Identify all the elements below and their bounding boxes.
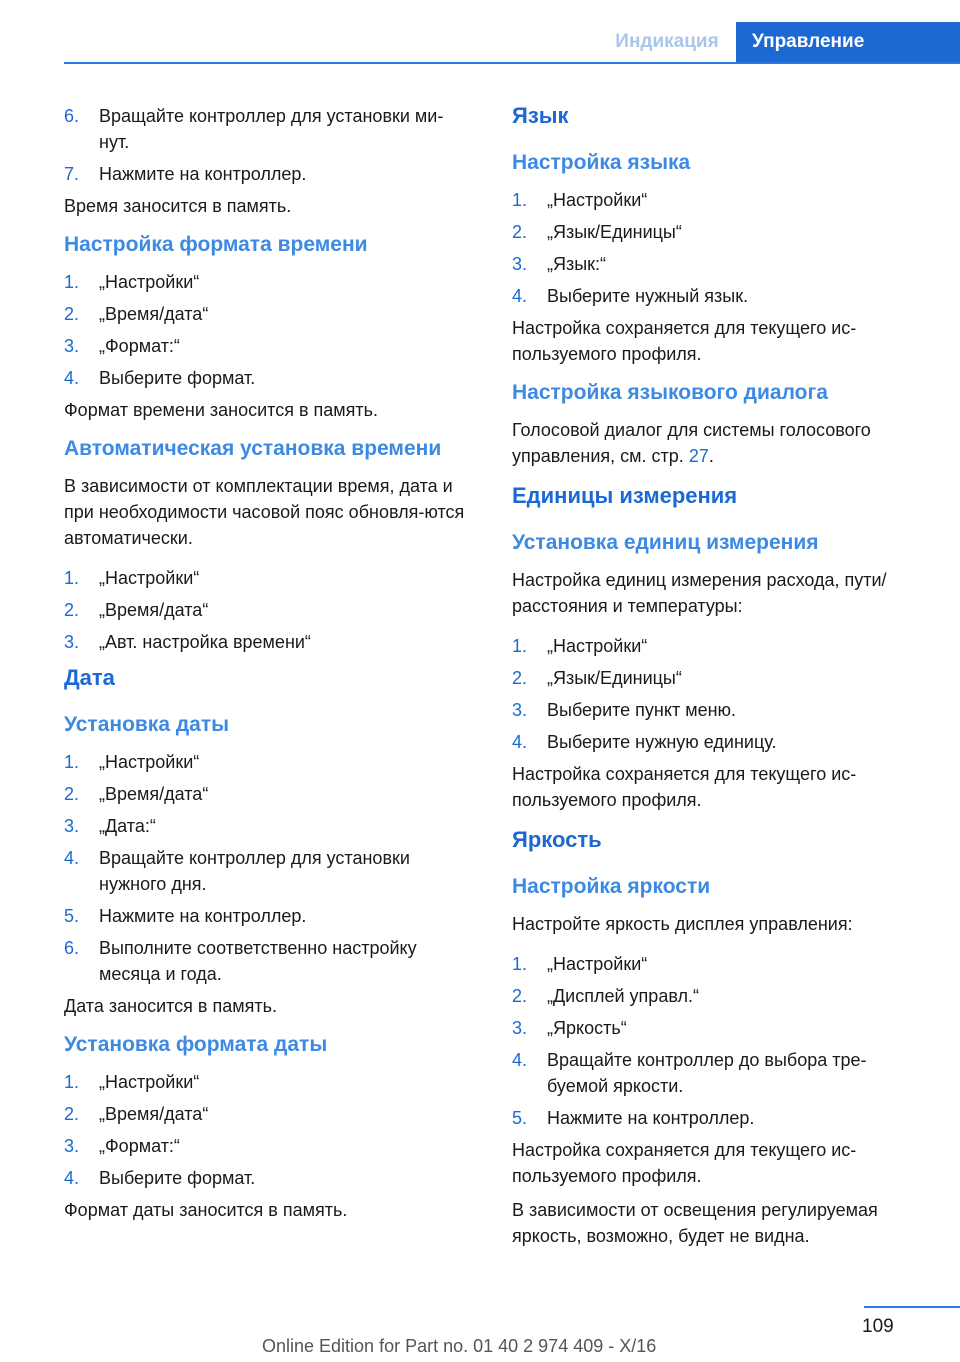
list-number: 5. xyxy=(64,906,80,926)
list-item xyxy=(512,219,922,245)
list-number: 2. xyxy=(64,304,80,324)
list-number: 4. xyxy=(512,732,528,752)
list-text: „Дата:“ xyxy=(99,816,156,836)
list-item xyxy=(64,565,468,591)
steps-list xyxy=(512,951,922,1131)
list-text: „Авт. настройка времени“ xyxy=(99,632,311,652)
list-number: 2. xyxy=(512,986,528,1006)
list-text: „Время/дата“ xyxy=(99,304,209,324)
list-text: Вращайте контроллер для установки ми-нут. xyxy=(99,106,444,152)
list-number: 4. xyxy=(64,1168,80,1188)
list-text: „Время/дата“ xyxy=(99,1104,209,1124)
section-heading: Установка формата даты xyxy=(64,1033,328,1056)
list-text: „Настройки“ xyxy=(547,636,648,656)
list-number: 4. xyxy=(64,368,80,388)
header-rule xyxy=(64,62,960,64)
list-item xyxy=(64,301,468,327)
list-text: „Формат:“ xyxy=(99,336,180,356)
note-text: Время заносится в память. xyxy=(64,196,292,216)
chapter-heading: Единицы измерения xyxy=(512,483,738,508)
list-text: Выберите нужный язык. xyxy=(547,286,749,306)
list-number: 1. xyxy=(512,636,528,656)
list-number: 3. xyxy=(64,336,80,356)
list-text: Нажмите на контроллер. xyxy=(547,1108,755,1128)
description-text xyxy=(512,417,922,469)
list-number: 1. xyxy=(64,568,80,588)
section-heading: Настройка формата времени xyxy=(64,233,368,256)
list-item xyxy=(64,1069,468,1095)
list-number: 3. xyxy=(64,1136,80,1156)
left-column xyxy=(64,103,468,1237)
page-reference-link[interactable]: 27 xyxy=(688,446,709,466)
description-text-end: . xyxy=(708,446,714,466)
description-text: Настройка единиц измерения расхода, пути/расстояния и температуры: xyxy=(512,570,887,616)
list-item xyxy=(64,845,468,897)
list-number: 6. xyxy=(64,938,80,958)
description-text: В зависимости от комплектации время, дата и при необходимости часовой пояс обновля-ются автоматически. xyxy=(64,476,465,548)
list-item xyxy=(64,597,468,623)
list-number: 5. xyxy=(512,1108,528,1128)
list-item xyxy=(64,333,468,359)
list-item xyxy=(512,983,922,1009)
list-number: 1. xyxy=(512,190,528,210)
section-heading: Установка единиц измерения xyxy=(512,531,819,554)
footer-rule xyxy=(864,1306,960,1308)
list-item xyxy=(512,251,922,277)
note-text: В зависимости от освещения регулируемая яркость, возможно, будет не видна. xyxy=(512,1200,878,1246)
list-number: 2. xyxy=(512,668,528,688)
section-heading: Автоматическая установка времени xyxy=(64,437,442,460)
steps-list xyxy=(512,633,922,755)
section-heading: Установка даты xyxy=(64,713,230,736)
list-item xyxy=(64,1165,468,1191)
list-text: „Настройки“ xyxy=(547,954,648,974)
list-number: 3. xyxy=(512,1018,528,1038)
list-text: Выполните соответственно настройку месяца и года. xyxy=(99,938,417,984)
list-item xyxy=(64,781,468,807)
tab-indication[interactable]: Индикация xyxy=(615,31,719,52)
list-number: 1. xyxy=(64,272,80,292)
list-number: 6. xyxy=(64,106,80,126)
note-text: Настройка сохраняется для текущего ис-пользуемого профиля. xyxy=(512,318,857,364)
right-column xyxy=(512,103,922,1263)
list-number: 2. xyxy=(512,222,528,242)
list-item xyxy=(512,665,922,691)
list-item xyxy=(64,103,468,155)
list-number: 4. xyxy=(64,848,80,868)
steps-list xyxy=(64,1069,468,1191)
list-item xyxy=(512,1047,922,1099)
list-text: „Язык/Единицы“ xyxy=(547,222,682,242)
note-text: Формат времени заносится в память. xyxy=(64,400,379,420)
list-number: 4. xyxy=(512,1050,528,1070)
chapter-heading: Яркость xyxy=(512,827,602,852)
description-text: Настройте яркость дисплея управления: xyxy=(512,914,853,934)
list-text: „Время/дата“ xyxy=(99,784,209,804)
list-item xyxy=(64,935,468,987)
list-text: „Настройки“ xyxy=(99,272,200,292)
list-text: „Настройки“ xyxy=(99,752,200,772)
section-heading: Настройка языкового диалога xyxy=(512,381,828,404)
list-text: Выберите нужную единицу. xyxy=(547,732,777,752)
list-item xyxy=(512,633,922,659)
list-item xyxy=(64,161,468,187)
list-text: Выберите формат. xyxy=(99,1168,256,1188)
list-text: Вращайте контроллер до выбора тре-буемой яркости. xyxy=(547,1050,867,1096)
steps-list xyxy=(64,269,468,391)
list-number: 1. xyxy=(64,752,80,772)
list-item xyxy=(64,629,468,655)
intro-list xyxy=(64,103,468,187)
list-number: 4. xyxy=(512,286,528,306)
list-item xyxy=(512,697,922,723)
list-number: 7. xyxy=(64,164,80,184)
list-text: Нажмите на контроллер. xyxy=(99,906,307,926)
list-number: 2. xyxy=(64,600,80,620)
list-item xyxy=(64,749,468,775)
list-number: 3. xyxy=(64,816,80,836)
tab-control[interactable]: Управление xyxy=(736,22,960,62)
list-text: Вращайте контроллер для установки нужного дня. xyxy=(99,848,410,894)
note-text: Дата заносится в память. xyxy=(64,996,277,1016)
list-number: 1. xyxy=(64,1072,80,1092)
header-tabs xyxy=(0,22,960,62)
list-text: „Настройки“ xyxy=(99,1072,200,1092)
list-item xyxy=(512,1105,922,1131)
list-text: Нажмите на контроллер. xyxy=(99,164,307,184)
description-text-start: Голосовой диалог для системы голосового управления, см. стр. xyxy=(512,420,871,466)
list-number: 3. xyxy=(512,700,528,720)
list-number: 3. xyxy=(64,632,80,652)
list-text: „Яркость“ xyxy=(547,1018,627,1038)
list-item xyxy=(64,813,468,839)
list-text: Выберите пункт меню. xyxy=(547,700,737,720)
list-number: 2. xyxy=(64,1104,80,1124)
list-text: „Настройки“ xyxy=(547,190,648,210)
steps-list xyxy=(512,187,922,309)
list-item xyxy=(512,951,922,977)
list-item xyxy=(512,283,922,309)
chapter-heading: Язык xyxy=(512,103,569,128)
note-text: Формат даты заносится в память. xyxy=(64,1200,348,1220)
list-text: „Формат:“ xyxy=(99,1136,180,1156)
list-text: „Дисплей управл.“ xyxy=(547,986,699,1006)
page-number: 109 xyxy=(862,1316,894,1337)
note-text: Настройка сохраняется для текущего ис-пользуемого профиля. xyxy=(512,1140,857,1186)
list-text: „Время/дата“ xyxy=(99,600,209,620)
list-item xyxy=(64,365,468,391)
list-item xyxy=(512,729,922,755)
list-item xyxy=(64,1133,468,1159)
list-number: 3. xyxy=(512,254,528,274)
section-heading: Настройка яркости xyxy=(512,875,711,898)
list-item xyxy=(512,187,922,213)
list-text: „Язык/Единицы“ xyxy=(547,668,682,688)
list-item xyxy=(64,903,468,929)
steps-list xyxy=(64,749,468,987)
list-text: Выберите формат. xyxy=(99,368,256,388)
chapter-heading: Дата xyxy=(64,665,115,690)
list-text: „Язык:“ xyxy=(547,254,607,274)
note-text: Настройка сохраняется для текущего ис-пользуемого профиля. xyxy=(512,764,857,810)
list-number: 2. xyxy=(64,784,80,804)
list-number: 1. xyxy=(512,954,528,974)
list-item xyxy=(512,1015,922,1041)
list-item xyxy=(64,269,468,295)
steps-list xyxy=(64,565,468,655)
section-heading: Настройка языка xyxy=(512,151,691,174)
list-item xyxy=(64,1101,468,1127)
edition-footer: Online Edition for Part no. 01 40 2 974 409 - X/16 xyxy=(262,1336,657,1356)
list-text: „Настройки“ xyxy=(99,568,200,588)
